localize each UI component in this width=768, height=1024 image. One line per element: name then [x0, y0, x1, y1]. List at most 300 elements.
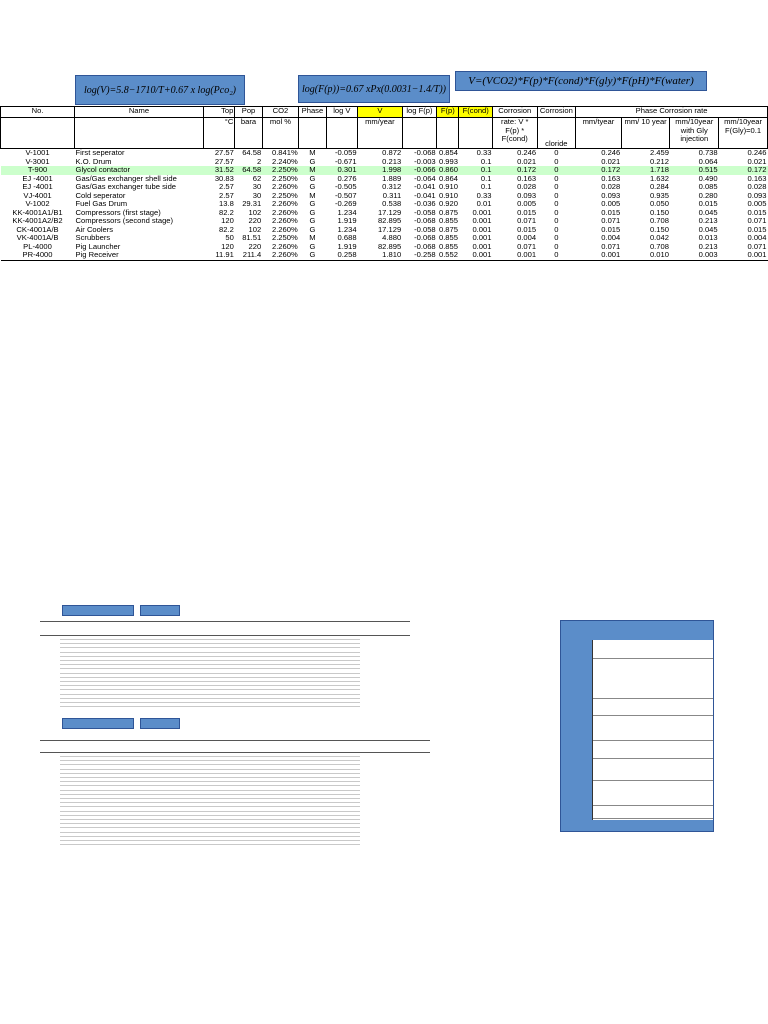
cell-name: Gas/Gas exchanger tube side: [75, 183, 177, 191]
table-row: [1, 192, 768, 201]
cell-logv: 0.258: [326, 251, 357, 260]
cell-no: EJ -4001: [22, 174, 53, 183]
formula-log-fp: [298, 75, 450, 103]
cell-phase: G: [309, 225, 316, 234]
thumb-blue-row: [593, 698, 713, 699]
cell-mm-10year-gly: 0.045: [698, 208, 718, 217]
thumb-line: [60, 773, 360, 774]
cell-mm-10year-gly: 0.015: [698, 200, 718, 208]
cell-mm-year: 0.028: [601, 183, 621, 191]
header-mm-10year-gly: mm/10year with Gly injection: [670, 118, 719, 149]
table-row: [1, 175, 768, 184]
cell-v: 0.538: [382, 200, 402, 208]
cell-logv: 1.919: [337, 242, 357, 251]
cell-fcond: 0.001: [459, 251, 492, 260]
cell-logv: 1.234: [337, 225, 357, 234]
cell-corrosion-rate: 0.093: [517, 191, 537, 200]
thumb-line: [60, 685, 360, 686]
table-row: [1, 217, 768, 226]
cell-phase: M: [309, 234, 316, 242]
formula-log-v: [75, 75, 245, 105]
cell-logfp: -0.066: [402, 166, 436, 175]
table-row: [1, 243, 768, 252]
cell-top: 82.2: [219, 225, 234, 234]
cell-fp: 0.855: [438, 234, 458, 242]
thumb-blue-row: [593, 818, 713, 819]
cell-mm-10year-fgly: 0.001: [719, 251, 768, 260]
cell-phase: G: [309, 157, 316, 166]
cell-mm-10year: 0.042: [649, 234, 669, 242]
cell-name: Gas/Gas exchanger shell side: [75, 174, 177, 183]
cell-no: EJ -4001: [22, 183, 53, 191]
cell-logv: -0.671: [335, 157, 357, 166]
header-phase-corrosion-rate: Phase Corrosion rate: [576, 107, 768, 118]
cell-logv: 0.301: [326, 166, 357, 175]
cell-pop: 64.58: [242, 148, 262, 157]
cell-logfp: -0.003: [414, 157, 436, 166]
cell-mm-10year: 0.010: [621, 251, 670, 260]
cell-fcond: 0.001: [472, 208, 492, 217]
cell-v: 1.998: [358, 166, 403, 175]
cell-pop: 220: [248, 242, 262, 251]
cell-co2: 2.260%: [271, 183, 298, 191]
cell-name: Air Coolers: [75, 225, 114, 234]
cell-corrosion-rate: 0.163: [517, 174, 537, 183]
cell-co2: 2.260%: [271, 225, 298, 234]
corrosion-table: [0, 106, 768, 261]
cell-fcond: 0.1: [459, 166, 492, 175]
thumb-line: [60, 769, 360, 770]
thumb-line: [60, 656, 360, 657]
cell-mm-year: 0.015: [601, 208, 621, 217]
thumb-formula-1: [62, 605, 134, 616]
header-v-unit: mm/year: [358, 118, 403, 149]
header-top-unit: °C: [203, 118, 234, 149]
cell-logfp: -0.058: [414, 208, 436, 217]
thumb-line: [60, 832, 360, 833]
cell-mm-10year-fgly: 0.028: [747, 183, 767, 191]
cell-v: 82.895: [377, 242, 402, 251]
table-row: [1, 226, 768, 235]
cell-cloride: 0: [554, 200, 559, 208]
header-mm-10year: mm/ 10 year: [621, 118, 670, 149]
cell-top: 120: [221, 217, 234, 225]
thumb-line: [60, 660, 360, 661]
formula-log-v-text: log(V)=5.8−1710/T+0.67 x log(Pco₂): [83, 84, 237, 96]
cell-co2: 2.250%: [271, 174, 298, 183]
thumb-line: [60, 764, 360, 765]
cell-mm-10year-fgly: 0.246: [747, 148, 767, 157]
table-row: [1, 183, 768, 192]
cell-top: 31.52: [203, 166, 234, 175]
cell-co2: 2.260%: [271, 200, 298, 208]
formula-corrosion-v-text: V=(VCO2)*F(p)*F(cond)*F(gly)*F(pH)*F(water): [468, 75, 694, 87]
cell-mm-10year: 1.632: [649, 174, 669, 183]
thumb-line: [60, 827, 360, 828]
cell-mm-10year-fgly: 0.015: [747, 225, 767, 234]
thumb-line: [60, 756, 360, 757]
cell-fp: 0.855: [438, 242, 458, 251]
header-logfp: log F(p): [402, 107, 436, 118]
cell-co2: 2.240%: [271, 157, 298, 166]
cell-logfp: -0.064: [414, 174, 436, 183]
thumb-line: [60, 844, 360, 845]
cell-v: 17.129: [377, 225, 402, 234]
thumb-line: [60, 777, 360, 778]
thumb-line: [60, 836, 360, 837]
sheet-thumbnail-blue-table: [592, 640, 713, 820]
thumb-line: [60, 698, 360, 699]
cell-phase: G: [309, 200, 316, 208]
thumb-line: [60, 790, 360, 791]
cell-mm-10year-gly: 0.003: [670, 251, 719, 260]
header-corrosion-rate-sub: rate: V * F(p) * F(cond): [492, 118, 537, 149]
formula-log-fp-text: log(F(p))=0.67 xPx(0.0031−1.4/T)): [301, 83, 447, 95]
cell-v: 1.810: [358, 251, 403, 260]
sheet-thumbnail-1: [40, 605, 410, 730]
header-fp: F(p): [437, 107, 459, 118]
cell-pop: 220: [248, 217, 262, 225]
cell-fcond: 0.1: [480, 157, 492, 166]
thumb-line: [60, 677, 360, 678]
thumb-line: [60, 706, 360, 707]
cell-mm-year: 0.093: [601, 191, 621, 200]
cell-fcond: 0.001: [472, 242, 492, 251]
cell-mm-10year: 1.718: [621, 166, 670, 175]
cell-no: KK-4001A2/B2: [12, 217, 63, 225]
thumb-header-line-4: [40, 752, 430, 753]
cell-mm-10year-fgly: 0.071: [747, 242, 767, 251]
cell-fp: 0.920: [438, 200, 458, 208]
cell-v: 17.129: [377, 208, 402, 217]
cell-top: 120: [221, 242, 234, 251]
thumb-line: [60, 643, 360, 644]
cell-mm-10year-gly: 0.490: [698, 174, 718, 183]
cell-logv: -0.505: [335, 183, 357, 191]
cell-v: 0.213: [382, 157, 402, 166]
cell-logv: 0.276: [337, 174, 357, 183]
cell-mm-year: 0.005: [601, 200, 621, 208]
thumb-line: [60, 781, 360, 782]
cell-pop: 29.31: [242, 200, 262, 208]
cell-logv: 0.688: [337, 234, 357, 242]
cell-cloride: 0: [554, 174, 559, 183]
cell-mm-10year-fgly: 0.163: [747, 174, 767, 183]
cell-mm-year: 0.163: [601, 174, 621, 183]
cell-co2: 2.250%: [271, 234, 298, 242]
thumb-line: [60, 681, 360, 682]
cell-corrosion-rate: 0.021: [517, 157, 537, 166]
cell-phase: G: [309, 208, 316, 217]
cell-cloride: 0: [537, 251, 576, 260]
header-fcond: F(cond): [459, 107, 492, 118]
cell-fp: 0.864: [438, 174, 458, 183]
cell-logfp: -0.041: [414, 191, 436, 200]
cell-v: 0.872: [382, 148, 402, 157]
cell-mm-10year-fgly: 0.071: [747, 217, 767, 225]
cell-v: 0.312: [382, 183, 402, 191]
cell-name: K.O. Drum: [75, 157, 112, 166]
cell-no: PR-4000: [1, 251, 75, 260]
thumb-line: [60, 815, 360, 816]
table-row: [1, 200, 768, 209]
cell-mm-year: 0.172: [576, 166, 622, 175]
cell-corrosion-rate: 0.015: [517, 225, 537, 234]
cell-pop: 30: [252, 183, 262, 191]
cell-cloride: 0: [554, 208, 559, 217]
cell-cloride: 0: [554, 217, 559, 225]
thumb-formula-3: [62, 718, 134, 729]
cell-name: Cold seperator: [75, 191, 126, 200]
header-co2: CO2: [262, 107, 299, 118]
cell-mm-10year-gly: 0.064: [698, 157, 718, 166]
cell-mm-10year: 0.935: [649, 191, 669, 200]
thumb-line: [60, 806, 360, 807]
cell-fp: 0.875: [438, 208, 458, 217]
cell-corrosion-rate: 0.246: [517, 148, 537, 157]
cell-mm-10year: 0.284: [649, 183, 669, 191]
cell-fp: 0.993: [438, 157, 458, 166]
cell-fcond: 0.1: [480, 174, 492, 183]
cell-top: 13.8: [219, 200, 234, 208]
cell-fp: 0.910: [438, 191, 458, 200]
cell-phase: M: [309, 191, 316, 200]
thumb-blue-row: [593, 805, 713, 806]
cell-mm-10year-fgly: 0.004: [747, 234, 767, 242]
cell-mm-10year-gly: 0.280: [698, 191, 718, 200]
thumb-formula-2: [140, 605, 180, 616]
cell-phase: G: [309, 217, 316, 225]
cell-no: VK-4001A/B: [16, 234, 59, 242]
cell-pop: 102: [248, 225, 262, 234]
cell-no: T-900: [1, 166, 75, 175]
cell-v: 4.880: [382, 234, 402, 242]
thumb-blue-row: [593, 658, 713, 659]
header-pop-unit: bara: [235, 118, 262, 149]
thumb-line: [60, 802, 360, 803]
cell-mm-year: 0.001: [576, 251, 622, 260]
cell-name: Glycol contactor: [75, 166, 204, 175]
thumb-line: [60, 652, 360, 653]
cell-fcond: 0.001: [472, 234, 492, 242]
cell-name: Pig Launcher: [75, 242, 121, 251]
cell-mm-year: 0.015: [601, 225, 621, 234]
thumb-blue-row: [593, 780, 713, 781]
cell-name: Compressors (second stage): [75, 217, 174, 225]
cell-co2: 2.250%: [271, 191, 298, 200]
cell-corrosion-rate: 0.015: [517, 208, 537, 217]
cell-co2: 2.250%: [262, 166, 299, 175]
cell-corrosion-rate: 0.071: [517, 242, 537, 251]
cell-fcond: 0.001: [472, 217, 492, 225]
cell-top: 2.57: [219, 183, 234, 191]
cell-phase: M: [309, 148, 316, 157]
cell-fcond: 0.33: [476, 191, 492, 200]
cell-pop: 62: [252, 174, 262, 183]
cell-corrosion-rate: 0.172: [492, 166, 537, 175]
cell-name: Scrubbers: [75, 234, 111, 242]
cell-mm-10year-gly: 0.515: [670, 166, 719, 175]
cell-corrosion-rate: 0.005: [517, 200, 537, 208]
header-no: No.: [1, 107, 75, 118]
cell-corrosion-rate: 0.004: [517, 234, 537, 242]
cell-fcond: 0.01: [476, 200, 492, 208]
cell-pop: 30: [252, 191, 262, 200]
cell-logfp: -0.068: [414, 234, 436, 242]
cell-v: 82.895: [377, 217, 402, 225]
cell-no: V-1002: [25, 200, 50, 208]
cell-corrosion-rate: 0.028: [517, 183, 537, 191]
cell-co2: 2.260%: [271, 242, 298, 251]
cell-mm-10year-gly: 0.085: [698, 183, 718, 191]
thumb-line: [60, 647, 360, 648]
cell-fcond: 0.001: [472, 225, 492, 234]
cell-name: Compressors (first stage): [75, 208, 161, 217]
cell-logv: -0.059: [335, 148, 357, 157]
cell-mm-10year: 0.212: [649, 157, 669, 166]
cell-no: PL-4000: [23, 242, 52, 251]
thumb-line: [60, 664, 360, 665]
thumb-line: [60, 794, 360, 795]
table-row: [1, 158, 768, 167]
table-row: [1, 166, 768, 175]
table-body: [1, 149, 768, 261]
thumb-line: [60, 702, 360, 703]
cell-mm-10year: 0.050: [649, 200, 669, 208]
thumb-header-line-2: [40, 635, 410, 636]
thumb-blue-row: [593, 758, 713, 759]
cell-mm-10year-gly: 0.213: [698, 242, 718, 251]
cell-fcond: 0.1: [480, 183, 492, 191]
cell-pop: 2: [256, 157, 262, 166]
header-name: Name: [75, 107, 204, 118]
thumb-line: [60, 823, 360, 824]
cell-mm-10year-fgly: 0.005: [747, 200, 767, 208]
cell-mm-10year-gly: 0.213: [698, 217, 718, 225]
cell-mm-year: 0.246: [601, 148, 621, 157]
thumb-line: [60, 760, 360, 761]
cell-logv: 1.234: [337, 208, 357, 217]
thumb-line: [60, 840, 360, 841]
cell-logfp: -0.058: [414, 225, 436, 234]
cell-top: 30.83: [214, 174, 234, 183]
thumb-header-line-3: [40, 740, 430, 741]
header-top: Top: [203, 107, 234, 118]
cell-mm-year: 0.071: [601, 242, 621, 251]
cell-pop: 211.4: [235, 251, 262, 260]
thumb-line: [60, 798, 360, 799]
cell-co2: 0.841%: [271, 148, 298, 157]
cell-fp: 0.875: [438, 225, 458, 234]
cell-pop: 81.51: [242, 234, 262, 242]
header-v: V: [358, 107, 403, 118]
thumb-line: [60, 811, 360, 812]
thumb-line: [60, 694, 360, 695]
cell-mm-year: 0.021: [601, 157, 621, 166]
cell-v: 1.889: [382, 174, 402, 183]
cell-top: 11.91: [203, 251, 234, 260]
cell-mm-10year: 0.708: [649, 217, 669, 225]
cell-phase: M: [299, 166, 326, 175]
cell-mm-10year: 0.150: [649, 225, 669, 234]
thumb-header-line: [40, 621, 410, 622]
cell-cloride: 0: [554, 242, 559, 251]
cell-logv: -0.269: [335, 200, 357, 208]
thumb-line: [60, 819, 360, 820]
cell-name: Pig Receiver: [75, 251, 204, 260]
cell-top: 82.2: [219, 208, 234, 217]
header-mm-year: mm/tyear: [576, 118, 622, 149]
cell-co2: 2.260%: [262, 251, 299, 260]
thumb-blue-row: [593, 740, 713, 741]
cell-logfp: -0.068: [414, 148, 436, 157]
cell-no: V-1001: [25, 148, 50, 157]
cell-mm-10year: 0.150: [649, 208, 669, 217]
cell-phase: G: [309, 183, 316, 191]
cell-v: 0.311: [382, 191, 402, 200]
cell-mm-year: 0.071: [601, 217, 621, 225]
table-row: [1, 234, 768, 243]
cell-mm-10year-gly: 0.013: [698, 234, 718, 242]
cell-cloride: 0: [554, 148, 559, 157]
header-logv: log V: [326, 107, 357, 118]
cell-top: 27.57: [214, 157, 234, 166]
cell-logv: 1.919: [337, 217, 357, 225]
header-pop: Pop: [235, 107, 262, 118]
cell-phase: G: [309, 242, 316, 251]
header-co2-unit: mol %: [262, 118, 299, 149]
cell-no: V-3001: [25, 157, 50, 166]
cell-logfp: -0.258: [402, 251, 436, 260]
cell-no: VJ-4001: [23, 191, 52, 200]
sheet-thumbnail-2: [40, 718, 430, 843]
cell-fp: 0.854: [438, 148, 458, 157]
cell-logfp: -0.068: [414, 242, 436, 251]
cell-cloride: 0: [554, 225, 559, 234]
table-row: [1, 149, 768, 158]
cell-mm-10year-gly: 0.738: [698, 148, 718, 157]
cell-logfp: -0.068: [414, 217, 436, 225]
cell-no: CK-4001A/B: [16, 225, 59, 234]
cell-logv: -0.507: [335, 191, 357, 200]
cell-phase: G: [299, 251, 326, 260]
thumb-line: [60, 639, 360, 640]
cell-fp: 0.855: [438, 217, 458, 225]
cell-no: KK-4001A1/B1: [12, 208, 63, 217]
cell-mm-10year-fgly: 0.021: [747, 157, 767, 166]
cell-name: Fuel Gas Drum: [75, 200, 128, 208]
cell-top: 2.57: [219, 191, 234, 200]
cell-cloride: 0: [554, 234, 559, 242]
cell-co2: 2.260%: [271, 217, 298, 225]
cell-mm-10year: 0.708: [649, 242, 669, 251]
cell-pop: 64.58: [235, 166, 262, 175]
cell-corrosion-rate: 0.071: [517, 217, 537, 225]
cell-fcond: 0.33: [476, 148, 492, 157]
header-mm-10year-fgly: mm/10year F(Gly)=0.1: [719, 118, 768, 149]
cell-mm-10year-fgly: 0.015: [747, 208, 767, 217]
cell-top: 50: [225, 234, 234, 242]
thumb-line: [60, 689, 360, 690]
formula-corrosion-v: [455, 71, 707, 91]
cell-co2: 2.260%: [271, 208, 298, 217]
cell-fp: 0.860: [437, 166, 459, 175]
header-phase: Phase: [299, 107, 326, 118]
table-row: [1, 251, 768, 260]
header-corrosion-cloride: Corrosion: [537, 107, 576, 118]
cell-corrosion-rate: 0.001: [492, 251, 537, 260]
thumb-line: [60, 668, 360, 669]
